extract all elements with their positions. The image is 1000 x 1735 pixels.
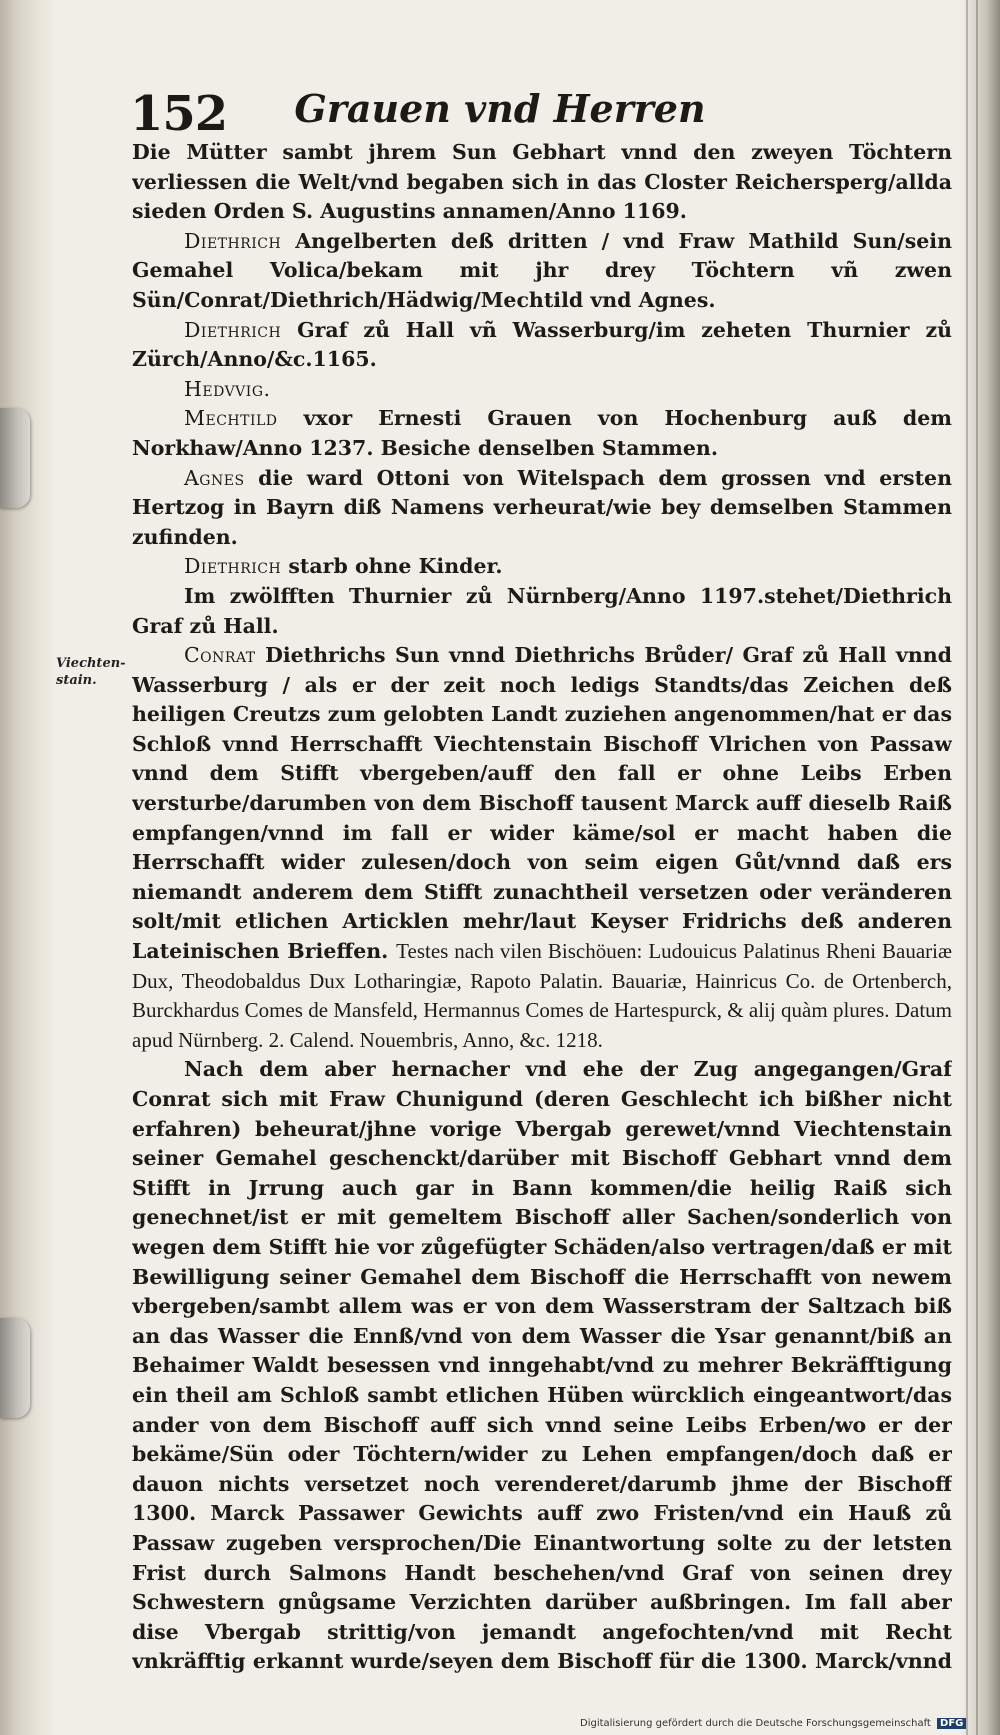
paragraph-text: starb ohne Kinder. [288, 554, 503, 579]
binding-clip [0, 1318, 30, 1418]
paragraph-text: Graf zů Hall vñ Wasserburg/im zeheten Thurnier zů Zürch/Anno/&c.1165. [132, 317, 952, 372]
paragraph-lead: Diethrich [184, 317, 282, 342]
paragraph [132, 1055, 952, 1678]
digitization-footer [580, 1718, 966, 1729]
paragraph [132, 316, 952, 375]
paragraph-lead: Diethrich [184, 228, 282, 253]
page-stack-edge [960, 0, 1000, 1735]
paragraph-lead: Mechtild [184, 406, 278, 431]
paragraph-text: vxor Ernesti Grauen von Hochenburg auß dem Norkhaw/Anno 1237. Besiche denselben Stammen. [132, 406, 952, 460]
paragraph-lead: Conrat [184, 643, 256, 668]
paragraph-text: Nach dem aber hernacher vnd ehe der Zug angegangen/Graf Conrat sich mit Fraw Chunigund (deren Geschlecht ich bißher nicht erfahren) beheurat/jhne vorige Vbergab gerewet/vnnd Viechtenstain seiner Gemahel geschenckt/darüber mit Bischoff Gebhart vnnd dem Stifft in Jrrung auch gar in Bann kommen/die heilig Raiß sich genechnet/ist er mit gemeltem Bischoff aller Sachen/sonderlich von wegen dem Stifft hie vor zůgefügter Schäden/also vertragen/daß er mit Bewilligung seiner Gemahel dem Bischoff die Herrschafft von newem vbergeben/sambt allem was er von dem Wasserstram der Saltzach biß an das Wasser die Ennß/vnd von dem Wasser die Ysar genannt/biß an Behaimer Waldt besessen vnd inngehabt/vnd zu mehrer Bekräfftigung ein theil am Schloß sambt etlichen Hüben würcklich eingeantwort/das ander von dem Bischoff auff sich vnnd seine Leibs Erben/wo er der bekäme/Sün oder Töchtern/wider zu Lehen empfangen/doch daß er dauon nichts versetzet noch verenderet/darumb jhme der Bischoff 1300. Marck Passawer Gewichts auff zwo Fristen/vnd ein Hauß zů Passaw zugeben versprochen/Die Einantwortung solte zu der letsten Frist durch Salmons Handt beschehen/vnd Graf von seinen drey Schwestern gnůgsame Verzichten darüber außbringen. Im fall aber dise Vbergab strittig/von jemandt angefochten/vnd mit Recht vnkräfftig erkannt wurde/seyen dem Bischoff für die 1300. Marck/vnnd [132, 1057, 952, 1674]
paragraph [132, 582, 952, 641]
paragraph [132, 375, 952, 405]
marginal-note: Viechten-stain. [56, 656, 126, 688]
paragraph [132, 404, 952, 463]
paragraph [132, 641, 952, 1055]
paragraph-lead: Agnes [184, 465, 245, 490]
book-gutter [0, 0, 58, 1735]
paragraph [132, 464, 952, 553]
paragraph-lead: Diethrich [184, 554, 282, 579]
binding-clip [0, 408, 30, 508]
paragraph-lead: Hedvvig. [184, 376, 271, 401]
paragraph [132, 138, 952, 227]
paragraph-text: Angelberten deß dritten / vnd Fraw Mathild Sun/sein Gemahel Volica/bekam mit jhr drey Töchtern vñ zwen Sün/Conrat/Diethrich/Hädwig/Mechtild vnd Agnes. [132, 228, 952, 312]
body-text [132, 138, 952, 1678]
footer-text: Digitalisierung gefördert durch die Deutsche Forschungsgemeinschaft [580, 1718, 931, 1729]
paragraph-text: Diethrichs Sun vnnd Diethrichs Brůder/ Graf zů Hall vnnd Wasserburg / als er der zeit noch ledigs Standts/das Zeichen deß heiligen Creutzs zum gelobten Landt zuziehen angenommen/hat er das Schloß vnnd Herrschafft Viechtenstain Bischoff Vlrichen von Passaw vnnd dem Stifft vbergeben/auff den fall er ohne Leibs Erben versturbe/darumben von dem Bischoff tausent Marck auff dieselb Raiß empfangen/vnnd im fall er wider käme/sol er macht haben die Herrschafft wider zulesen/doch von seim eigen Gůt/vnnd daß ers niemandt anderem dem Stifft zunachtheil versetzen oder veränderen solt/mit etlichen Articklen mehr/laut Keyser Fridrichs deß anderen Lateinischen Brieffen. [132, 643, 952, 964]
paragraph-text: Im zwölfften Thurnier zů Nürnberg/Anno 1197.stehet/Diethrich Graf zů Hall. [132, 583, 952, 638]
running-head: Grauen vnd Herren [294, 86, 706, 131]
latin-passage: Testes nach vilen Bischöuen: Ludouicus Palatinus Rheni Bauariæ Dux, Theodobaldus Dux Lotharingiæ, Rapoto Palatin. Bauariæ, Hainricus Co. de Ortenberch, Burckhardus Comes de Mansfeld, Hermannus Comes de Hartespurck, & alij quàm plures. Datum apud Nürnberg. 2. Calend. Nouembris, Anno, &c. 1218. [132, 939, 952, 1052]
paragraph-text: Die Mütter sambt jhrem Sun Gebhart vnnd den zweyen Töchtern verliessen die Welt/vnd begaben sich in das Closter Reichersperg/allda sieden Orden S. Augustins annamen/Anno 1169. [132, 140, 952, 224]
paragraph [132, 227, 952, 316]
dfg-logo: DFG [937, 1718, 966, 1729]
page-number: 152 [130, 86, 228, 142]
paragraph [132, 552, 952, 582]
paragraph-text: die ward Ottoni von Witelspach dem grossen vnd ersten Hertzog in Bayrn diß Namens verheurat/wie bey demselben Stammen zufinden. [132, 465, 952, 549]
